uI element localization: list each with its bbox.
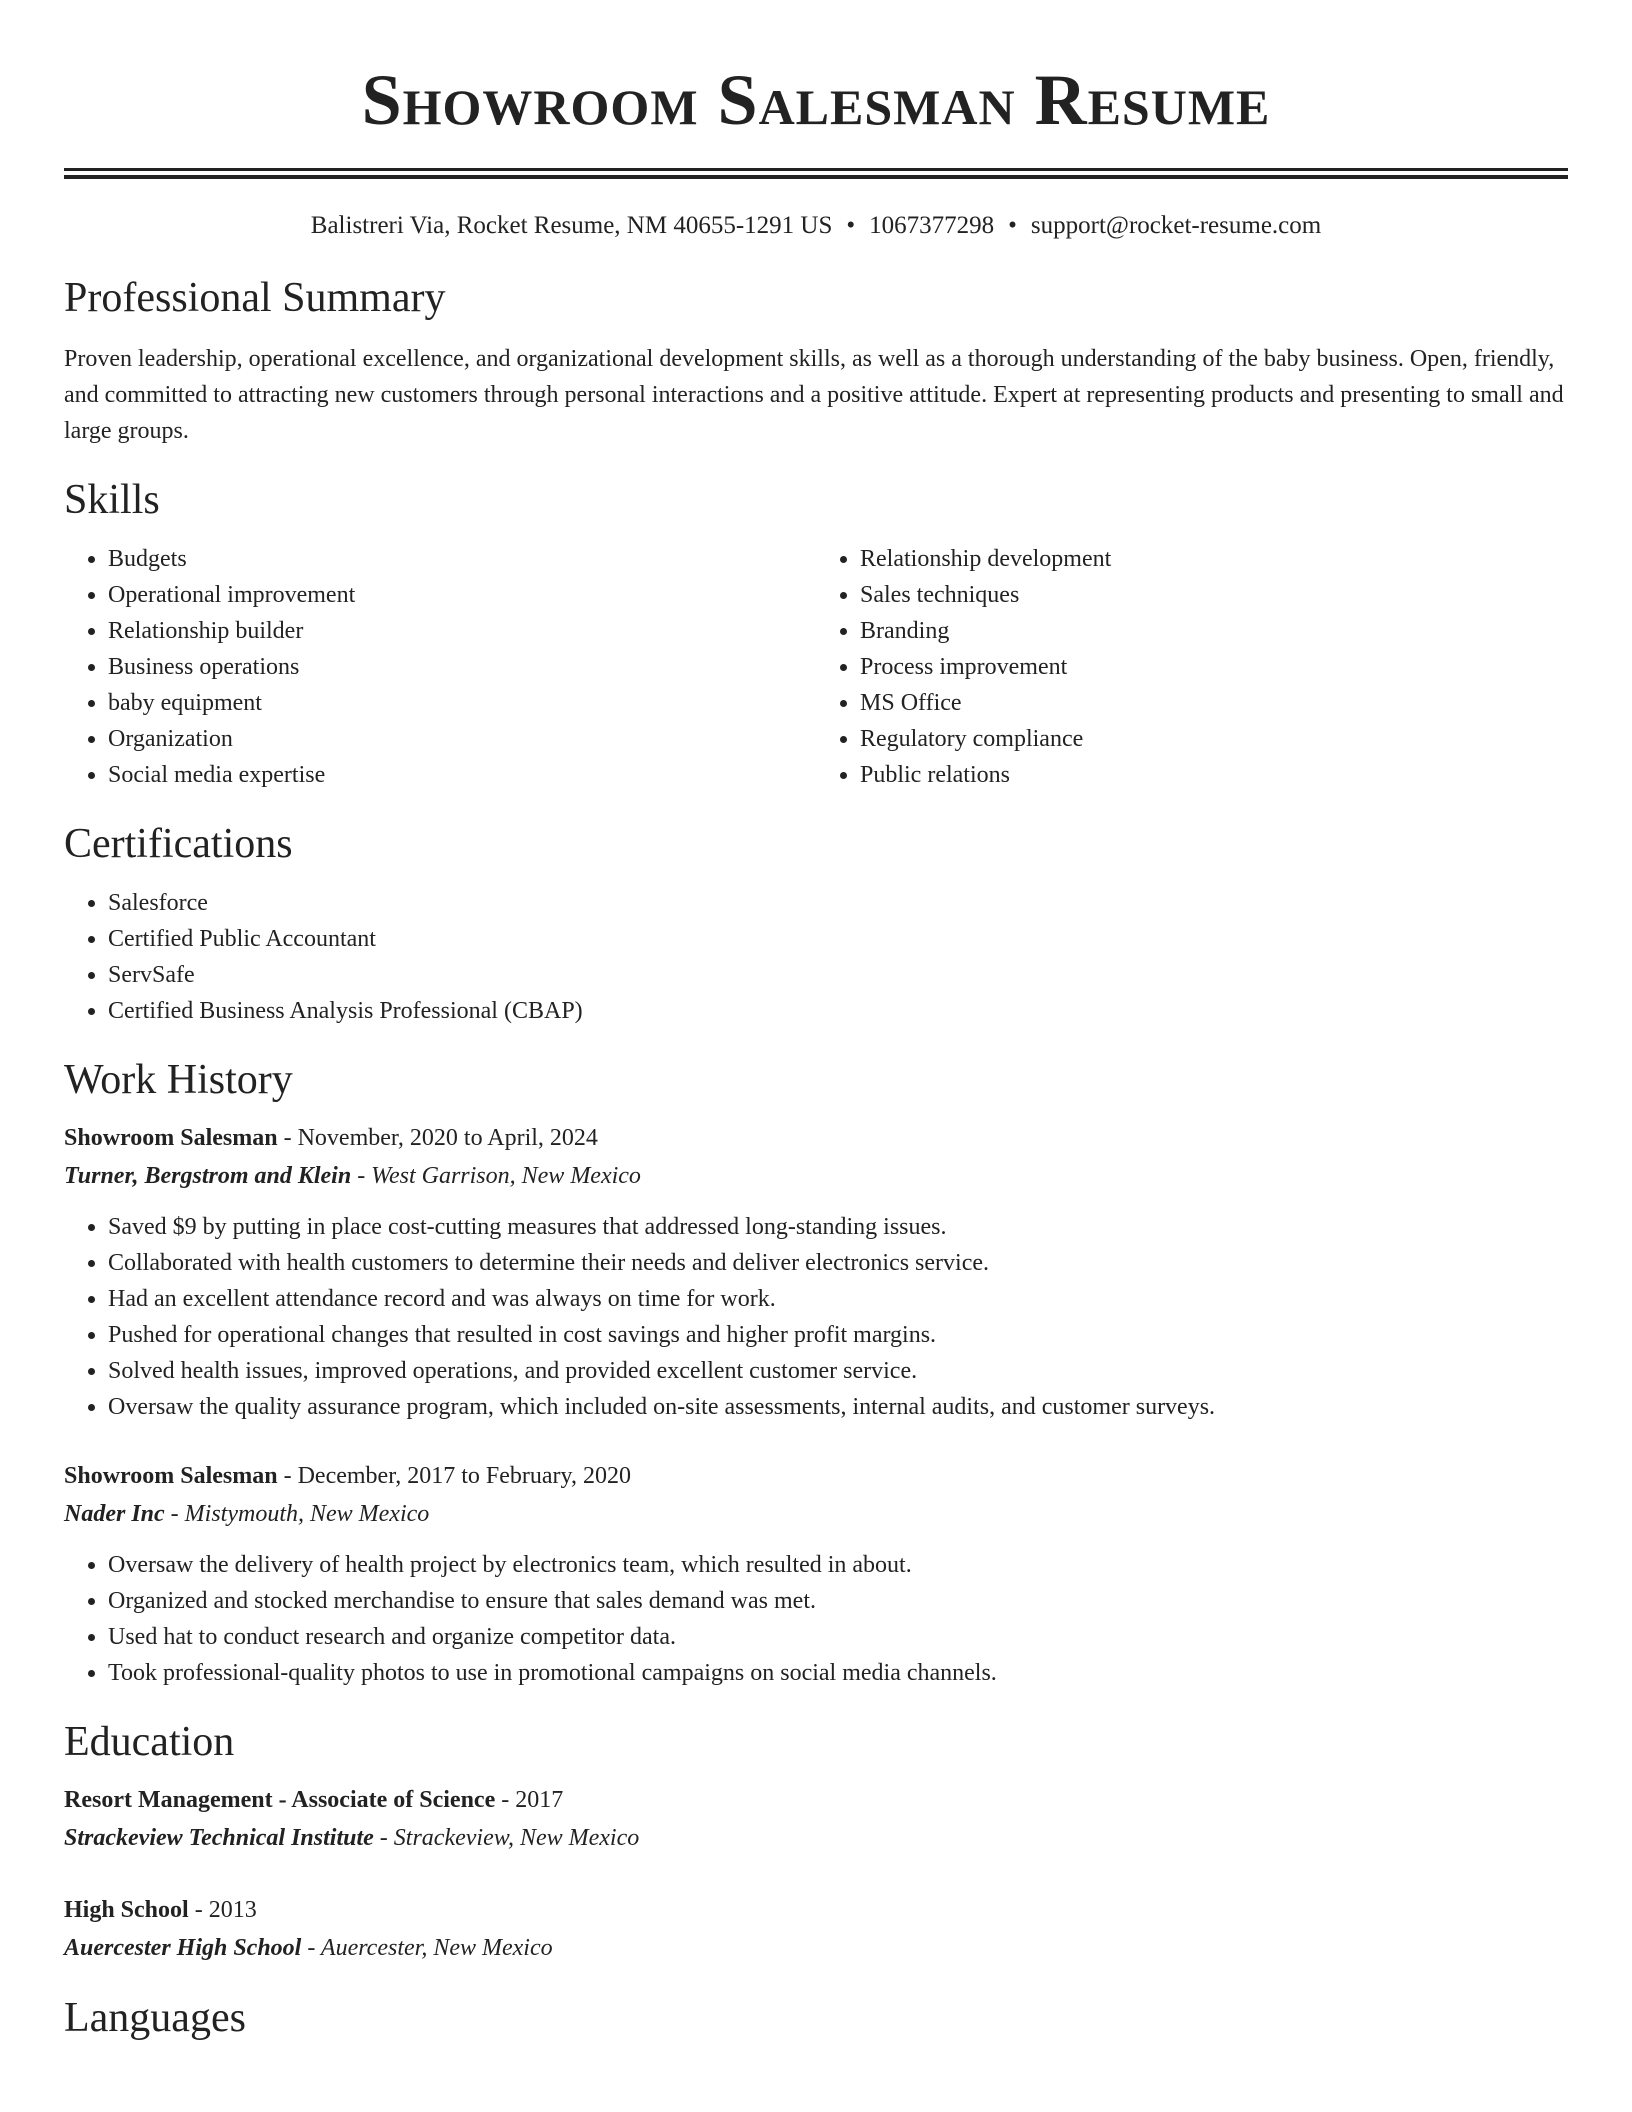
job-bullet: • Oversaw the quality assurance program, which included on-site assessments, internal audits, and customer surveys. xyxy=(108,1389,1568,1425)
job-bullet: • Pushed for operational changes that resulted in cost savings and higher profit margins. xyxy=(108,1317,1568,1353)
certifications-section xyxy=(64,819,1568,1029)
education-year: - 2017 xyxy=(495,1787,564,1813)
job-title: Showroom Salesman xyxy=(64,1125,278,1151)
skill-item: • Process improvement xyxy=(860,649,1568,685)
education-degree: High School xyxy=(64,1897,189,1923)
job-bullet: • Had an excellent attendance record and was always on time for work. xyxy=(108,1281,1568,1317)
job-dates: - December, 2017 to February, 2020 xyxy=(277,1463,631,1489)
skill-item: • Social media expertise xyxy=(108,757,816,793)
contact-line xyxy=(64,209,1568,243)
certification-item: • ServSafe xyxy=(108,957,1568,993)
job-company-line xyxy=(64,1157,1568,1195)
education-location: - Auercester, New Mexico xyxy=(301,1935,553,1961)
job-bullet: • Collaborated with health customers to determine their needs and deliver electronics service. xyxy=(108,1245,1568,1281)
skills-heading: Skills xyxy=(64,477,160,523)
skills-list-left xyxy=(64,541,816,793)
education-year: - 2013 xyxy=(188,1897,257,1923)
contact-phone: 1067377298 xyxy=(869,212,995,239)
education-degree-line xyxy=(64,1891,1568,1929)
job-entry xyxy=(64,1119,1568,1425)
resume-title: Showroom Salesman Resume xyxy=(361,60,1271,140)
education-degree: Resort Management - Associate of Science xyxy=(64,1787,496,1813)
skill-item: • Regulatory compliance xyxy=(860,721,1568,757)
job-bullet: • Organized and stocked merchandise to ensure that sales demand was met. xyxy=(108,1583,1568,1619)
certifications-list xyxy=(64,885,1568,1029)
education-degree-line xyxy=(64,1781,1568,1819)
work-history-heading: Work History xyxy=(64,1057,293,1103)
education-location: - Strackeview, New Mexico xyxy=(373,1825,640,1851)
languages-heading: Languages xyxy=(64,1995,246,2041)
job-location: - West Garrison, New Mexico xyxy=(351,1163,641,1189)
education-school: Strackeview Technical Institute xyxy=(64,1825,374,1851)
skills-section xyxy=(64,475,1568,793)
title-divider xyxy=(64,168,1568,179)
job-bullet: • Oversaw the delivery of health project by electronics team, which resulted in about. xyxy=(108,1547,1568,1583)
certification-item: • Certified Business Analysis Professional (CBAP) xyxy=(108,993,1568,1029)
certification-item: • Salesforce xyxy=(108,885,1568,921)
education-entry xyxy=(64,1891,1568,1967)
education-section xyxy=(64,1717,1568,1967)
work-history-section xyxy=(64,1055,1568,1691)
contact-address: Balistreri Via, Rocket Resume, NM 40655-1291 US xyxy=(310,212,833,239)
education-school-line xyxy=(64,1929,1568,1967)
skills-list-right xyxy=(816,541,1568,793)
skill-item: • Organization xyxy=(108,721,816,757)
summary-heading: Professional Summary xyxy=(64,275,446,321)
job-bullets xyxy=(64,1547,1568,1691)
summary-section xyxy=(64,273,1568,449)
skills-columns xyxy=(64,541,1568,793)
summary-text: Proven leadership, operational excellence, and organizational development skills, as well as a thorough understanding of the baby business. Open, friendly, and committed to attracting new customers through personal interactions and a positive attitude. Expert at representing products and presenting to small and large groups. xyxy=(64,346,1564,444)
job-title: Showroom Salesman xyxy=(64,1463,278,1489)
job-title-line xyxy=(64,1119,1568,1157)
skill-item: • Business operations xyxy=(108,649,816,685)
skill-item: • baby equipment xyxy=(108,685,816,721)
skill-item: • Branding xyxy=(860,613,1568,649)
education-school-line xyxy=(64,1819,1568,1857)
skill-item: • Relationship development xyxy=(860,541,1568,577)
certification-item: • Certified Public Accountant xyxy=(108,921,1568,957)
job-bullet: • Solved health issues, improved operations, and provided excellent customer service. xyxy=(108,1353,1568,1389)
job-location: - Mistymouth, New Mexico xyxy=(164,1501,430,1527)
contact-separator: • xyxy=(1008,212,1017,239)
job-bullet: • Used hat to conduct research and organize competitor data. xyxy=(108,1619,1568,1655)
certifications-heading: Certifications xyxy=(64,821,293,867)
job-bullets xyxy=(64,1209,1568,1425)
skill-item: • Budgets xyxy=(108,541,816,577)
skill-item: • Public relations xyxy=(860,757,1568,793)
contact-email[interactable]: support@rocket-resume.com xyxy=(1030,212,1322,239)
job-entry xyxy=(64,1457,1568,1691)
job-company-line xyxy=(64,1495,1568,1533)
skill-item: • Operational improvement xyxy=(108,577,816,613)
job-bullet: • Saved $9 by putting in place cost-cutting measures that addressed long-standing issues. xyxy=(108,1209,1568,1245)
education-heading: Education xyxy=(64,1719,235,1765)
job-company: Turner, Bergstrom and Klein xyxy=(64,1163,352,1189)
skill-item: • Relationship builder xyxy=(108,613,816,649)
skill-item: • MS Office xyxy=(860,685,1568,721)
contact-separator: • xyxy=(846,212,856,239)
languages-section xyxy=(64,1993,1568,2043)
job-bullet: • Took professional-quality photos to use in promotional campaigns on social media channels. xyxy=(108,1655,1568,1691)
job-title-line xyxy=(64,1457,1568,1495)
education-school: Auercester High School xyxy=(64,1935,302,1961)
education-entry xyxy=(64,1781,1568,1857)
skill-item: • Sales techniques xyxy=(860,577,1568,613)
job-dates: - November, 2020 to April, 2024 xyxy=(277,1125,598,1151)
job-company: Nader Inc xyxy=(64,1501,165,1527)
